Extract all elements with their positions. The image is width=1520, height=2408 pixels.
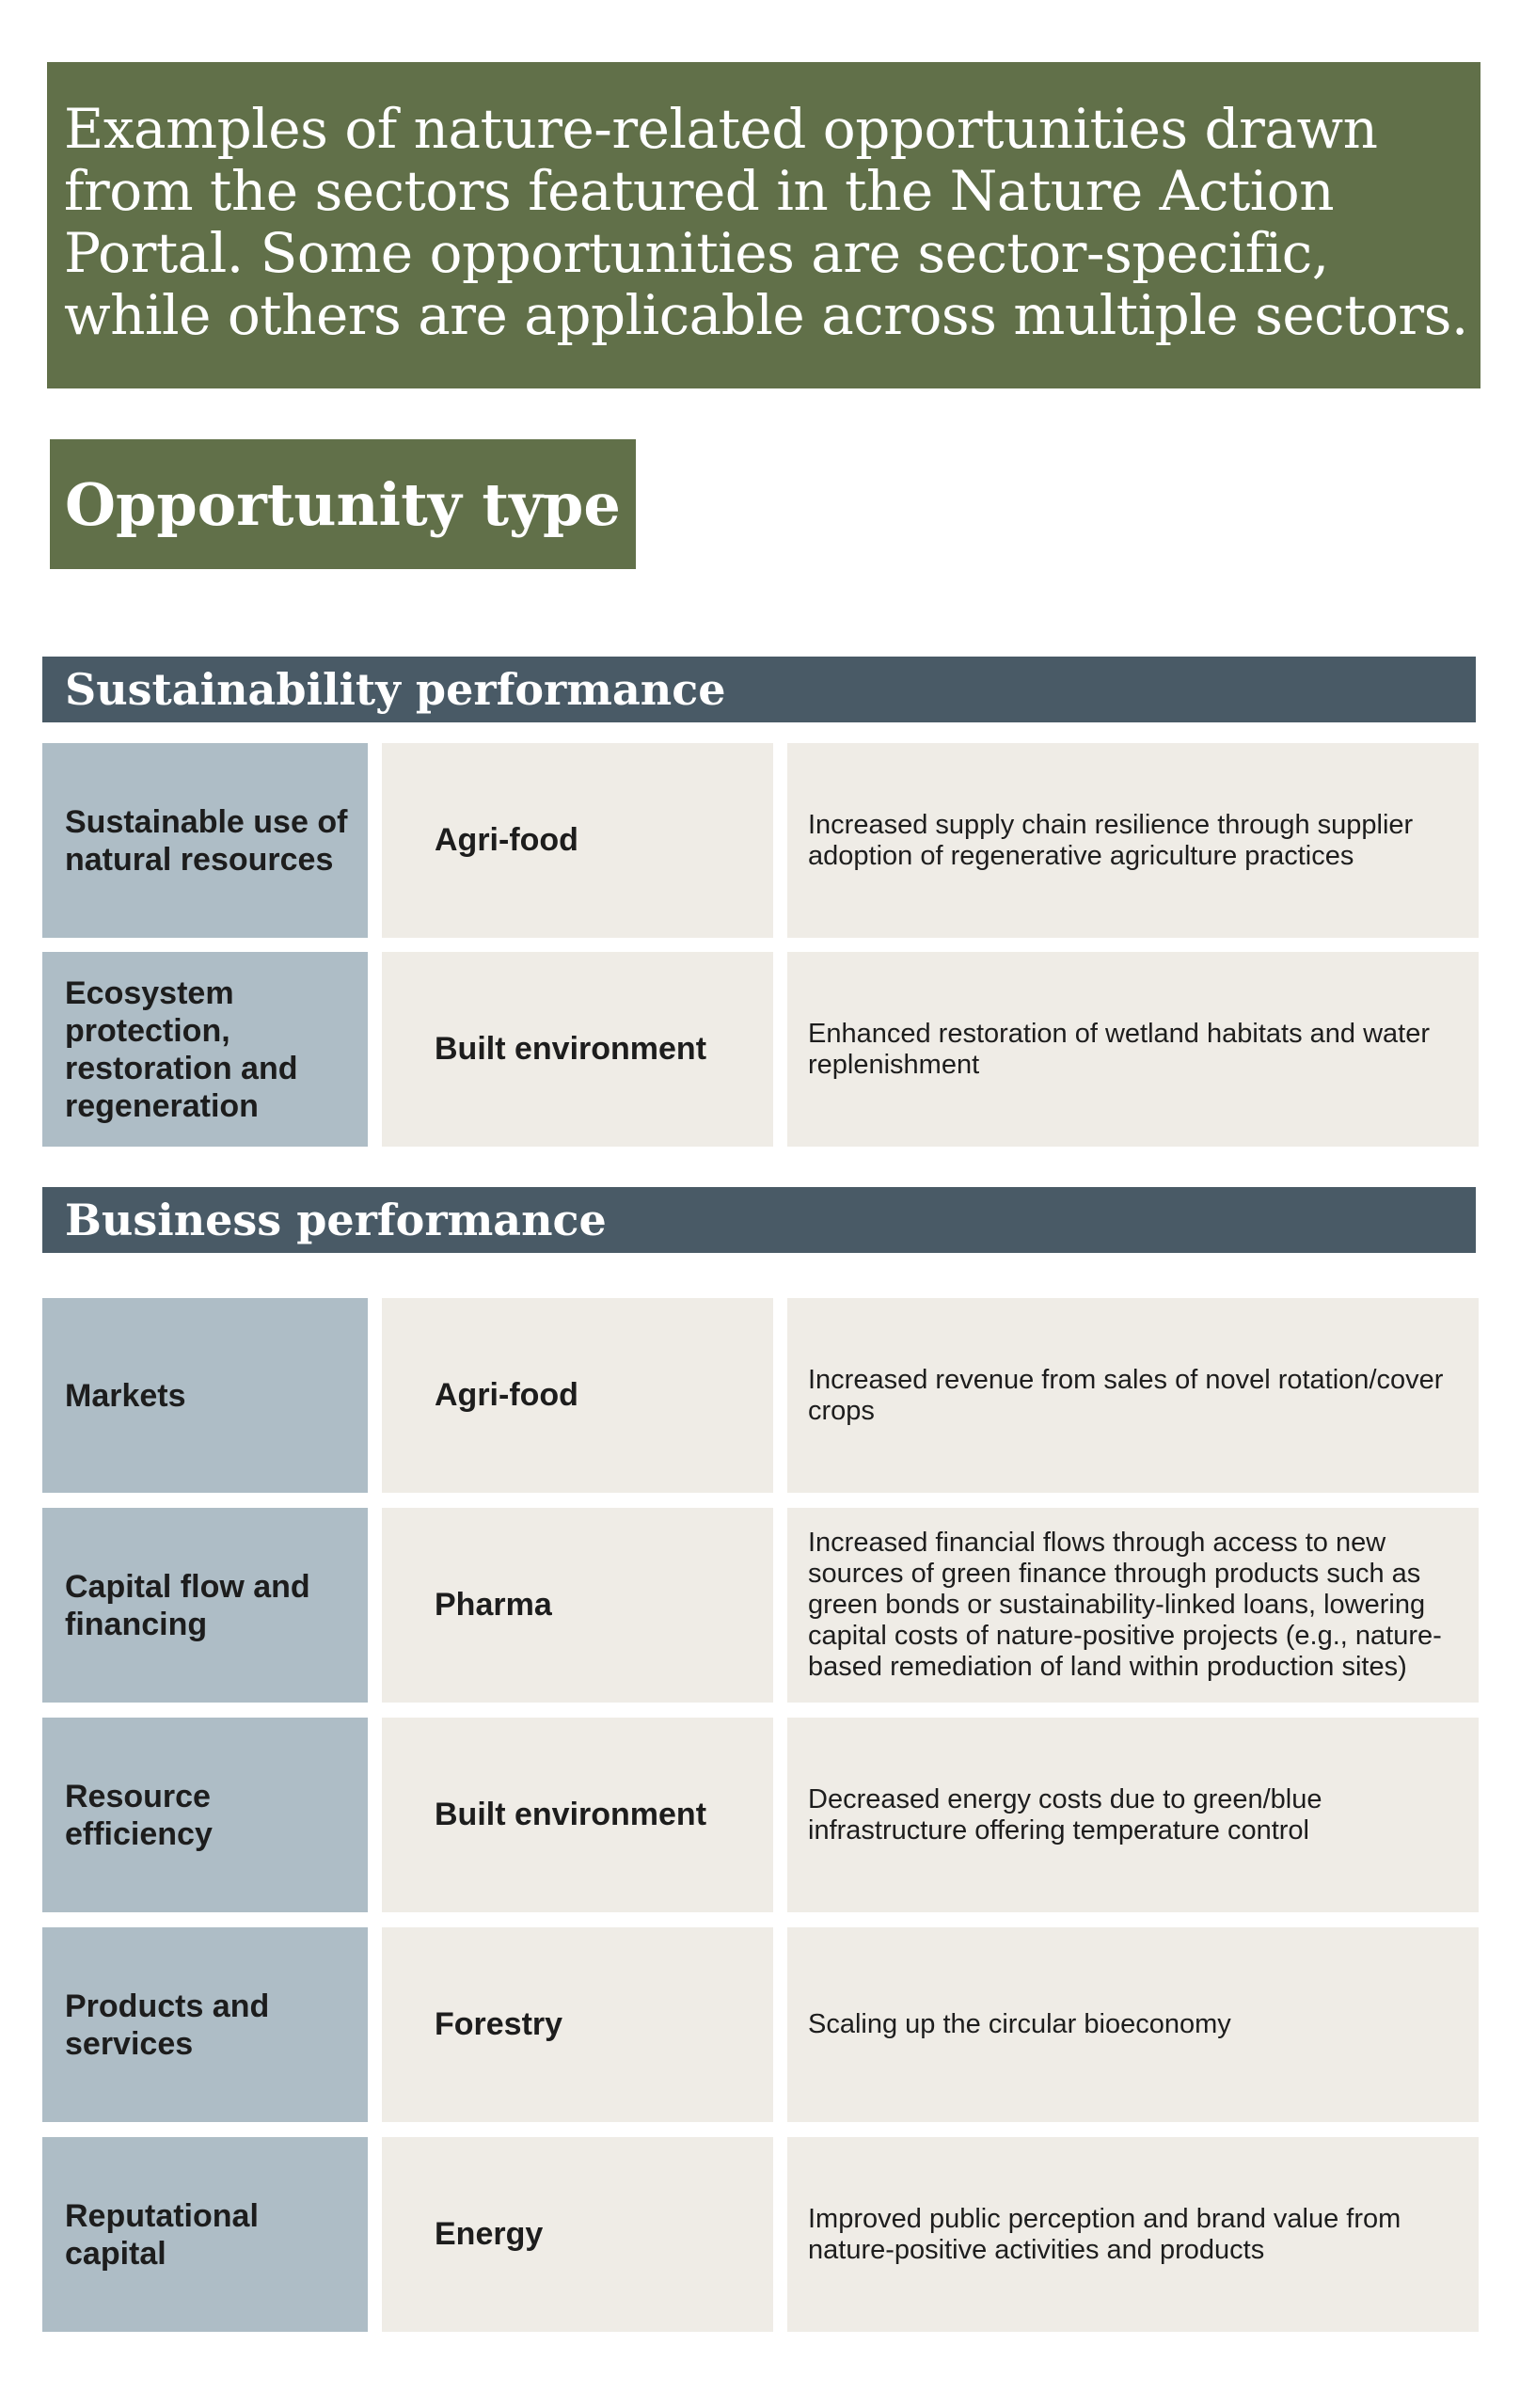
opportunity-type-cell: Sustainable use of natural resources xyxy=(42,743,368,938)
description-cell: Scaling up the circular bioeconomy xyxy=(787,1927,1479,2122)
opportunity-type-heading xyxy=(50,439,636,569)
opportunity-type-cell: Capital flow and financing xyxy=(42,1508,368,1703)
section-header-business xyxy=(42,1187,1476,1253)
table-row xyxy=(0,1298,1520,1493)
description-cell: Enhanced restoration of wetland habitats and water replenishment xyxy=(787,952,1479,1147)
description-cell: Increased revenue from sales of novel rotation/cover crops xyxy=(787,1298,1479,1493)
opportunity-type-cell: Ecosystem protection, restoration and regeneration xyxy=(42,952,368,1147)
intro-banner xyxy=(47,62,1480,388)
table-row xyxy=(0,1927,1520,2122)
opportunity-type-cell: Markets xyxy=(42,1298,368,1493)
sector-cell: Agri-food xyxy=(382,1298,773,1493)
intro-text: Examples of nature-related opportunities drawn from the sectors featured in the Nature Action Portal. Some opportunities are sector-specific, while others are applicable across multiple sectors. xyxy=(64,97,1468,347)
sector-cell: Energy xyxy=(382,2137,773,2332)
description-cell: Increased supply chain resilience through supplier adoption of regenerative agriculture practices xyxy=(787,743,1479,938)
table-row xyxy=(0,2137,1520,2332)
description-cell: Increased financial flows through access to new sources of green finance through products such as green bonds or sustainability-linked loans, lowering capital costs of nature-positive projects (e.g., nature-based remediation of land within production sites) xyxy=(787,1508,1479,1703)
opportunity-type-cell: Resource efficiency xyxy=(42,1718,368,1912)
section-title: Sustainability performance xyxy=(65,664,726,715)
table-row xyxy=(0,952,1520,1147)
sector-cell: Pharma xyxy=(382,1508,773,1703)
opportunity-type-cell: Products and services xyxy=(42,1927,368,2122)
description-cell: Improved public perception and brand value from nature-positive activities and products xyxy=(787,2137,1479,2332)
opportunity-type-cell: Reputational capital xyxy=(42,2137,368,2332)
section-title: Business performance xyxy=(65,1195,607,1245)
table-row xyxy=(0,743,1520,938)
sector-cell: Built environment xyxy=(382,1718,773,1912)
opportunity-type-title: Opportunity type xyxy=(65,469,621,539)
description-cell: Decreased energy costs due to green/blue infrastructure offering temperature control xyxy=(787,1718,1479,1912)
sector-cell: Forestry xyxy=(382,1927,773,2122)
sector-cell: Built environment xyxy=(382,952,773,1147)
table-row xyxy=(0,1718,1520,1912)
section-header-sustainability xyxy=(42,657,1476,722)
table-row xyxy=(0,1508,1520,1703)
sector-cell: Agri-food xyxy=(382,743,773,938)
